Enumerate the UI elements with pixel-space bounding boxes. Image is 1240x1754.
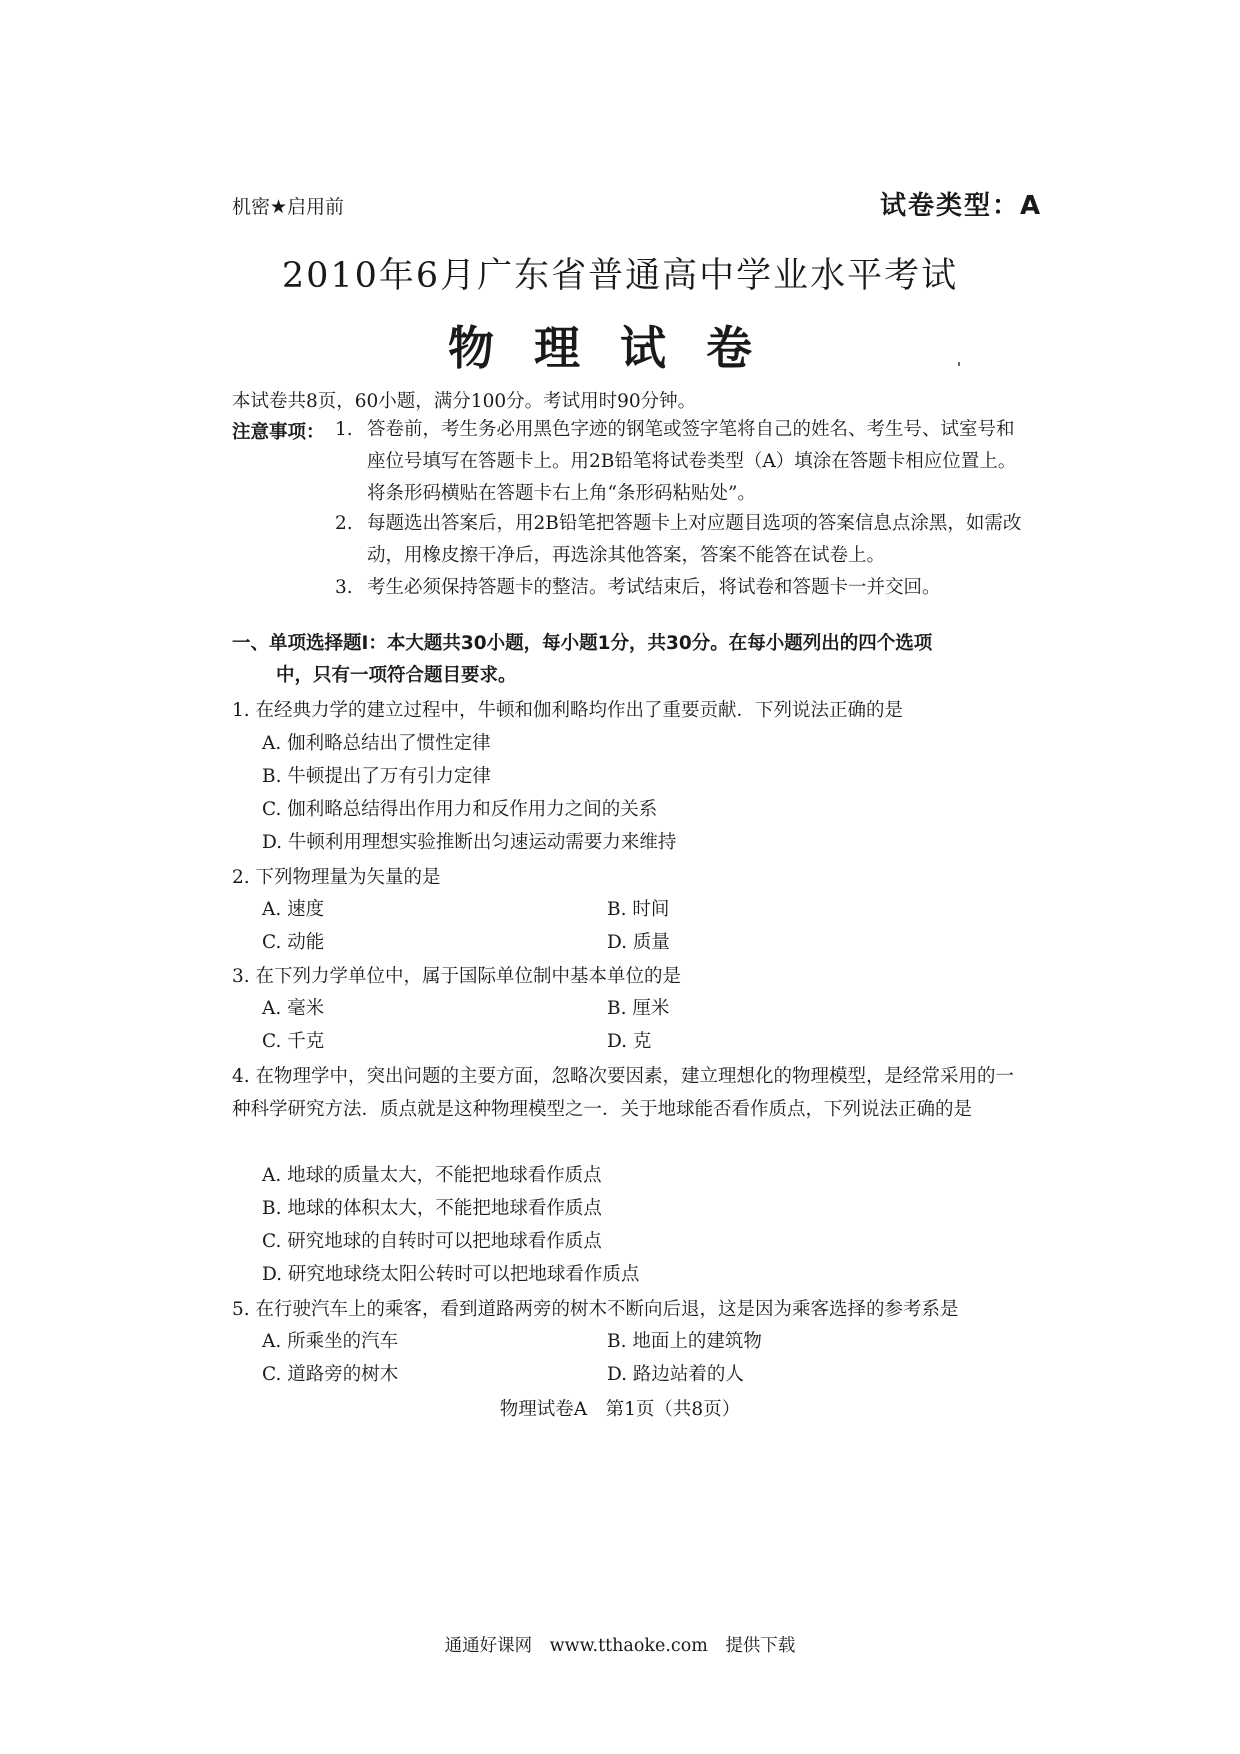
option: B. 时间 (607, 899, 670, 920)
note-text: 每题选出答案后，用2B铅笔把答题卡上对应题目选项的答案信息点涂黑，如需改动，用橡皮擦干净后，再选涂其他答案，答案不能答在试卷上。 (367, 513, 1022, 566)
option: D. 路边站着的人 (607, 1364, 744, 1385)
subject-title: 物理试卷 (448, 321, 792, 375)
question-stem: 3. 在下列力学单位中，属于国际单位制中基本单位的是 (232, 966, 682, 987)
note-item (337, 572, 1027, 604)
note-text: 考生必须保持答题卡的整洁。考试结束后，将试卷和答题卡一并交回。 (367, 577, 941, 598)
paper-type-label: 试卷类型：A (880, 191, 1043, 221)
option: C. 伽利略总结得出作用力和反作用力之间的关系 (262, 799, 658, 820)
option: C. 千克 (262, 1031, 325, 1052)
notes-label: 注意事项： (232, 422, 325, 443)
confidential-label: 机密★启用前 (232, 196, 345, 218)
question-stem: 1. 在经典力学的建立过程中，牛顿和伽利略均作出了重要贡献．下列说法正确的是 (232, 700, 904, 721)
intro-text: 本试卷共8页，60小题，满分100分。考试用时90分钟。 (232, 391, 697, 412)
note-number: 1. (335, 419, 353, 440)
option: B. 地球的体积太大，不能把地球看作质点 (262, 1198, 602, 1219)
section-header-line2: 中，只有一项符合题目要求。 (276, 665, 517, 686)
question-stem: 4. 在物理学中，突出问题的主要方面，忽略次要因素，建立理想化的物理模型，是经常采用的一种科学研究方法．质点就是这种物理模型之一．关于地球能否看作质点，下列说法正确的是 (232, 1066, 1015, 1120)
option: A. 地球的质量太大，不能把地球看作质点 (262, 1165, 602, 1186)
option: B. 地面上的建筑物 (607, 1331, 762, 1352)
note-item (337, 508, 1027, 572)
option: D. 牛顿利用理想实验推断出匀速运动需要力来维持 (262, 832, 677, 853)
option: A. 伽利略总结出了惯性定律 (262, 733, 491, 754)
option: B. 牛顿提出了万有引力定律 (262, 766, 491, 787)
note-number: 3. (335, 577, 353, 598)
option: A. 速度 (262, 899, 325, 920)
option: A. 所乘坐的汽车 (262, 1331, 399, 1352)
page-footer: 物理试卷A 第1页（共8页） (499, 1399, 741, 1420)
option: A. 毫米 (262, 998, 325, 1019)
option: B. 厘米 (607, 998, 670, 1019)
site-footer: 通通好课网 www.tthaoke.com 提供下载 (444, 1636, 796, 1656)
note-text: 答卷前，考生务必用黑色字迹的钢笔或签字笔将自己的姓名、考生号、试室号和座位号填写在答题卡上。用2B铅笔将试卷类型（A）填涂在答题卡相应位置上。将条形码横贴在答题卡右上角“条形码粘贴处”。 (367, 419, 1017, 504)
question-stem: 5. 在行驶汽车上的乘客，看到道路两旁的树木不断向后退，这是因为乘客选择的参考系是 (232, 1299, 959, 1320)
option: D. 质量 (607, 932, 670, 953)
scan-speck (958, 362, 960, 366)
option: C. 道路旁的树木 (262, 1364, 399, 1385)
exam-title: 2010年6月广东省普通高中学业水平考试 (281, 256, 959, 296)
note-item (337, 414, 1027, 510)
section-header-line1: 一、单项选择题Ⅰ：本大题共30小题，每小题1分，共30分。在每小题列出的四个选项 (232, 633, 933, 654)
section-header (232, 628, 1032, 692)
option: D. 克 (607, 1031, 652, 1052)
option: D. 研究地球绕太阳公转时可以把地球看作质点 (262, 1264, 640, 1285)
option: C. 动能 (262, 932, 325, 953)
note-number: 2. (335, 513, 353, 534)
question-stem: 2. 下列物理量为矢量的是 (232, 867, 441, 888)
option: C. 研究地球的自转时可以把地球看作质点 (262, 1231, 602, 1252)
